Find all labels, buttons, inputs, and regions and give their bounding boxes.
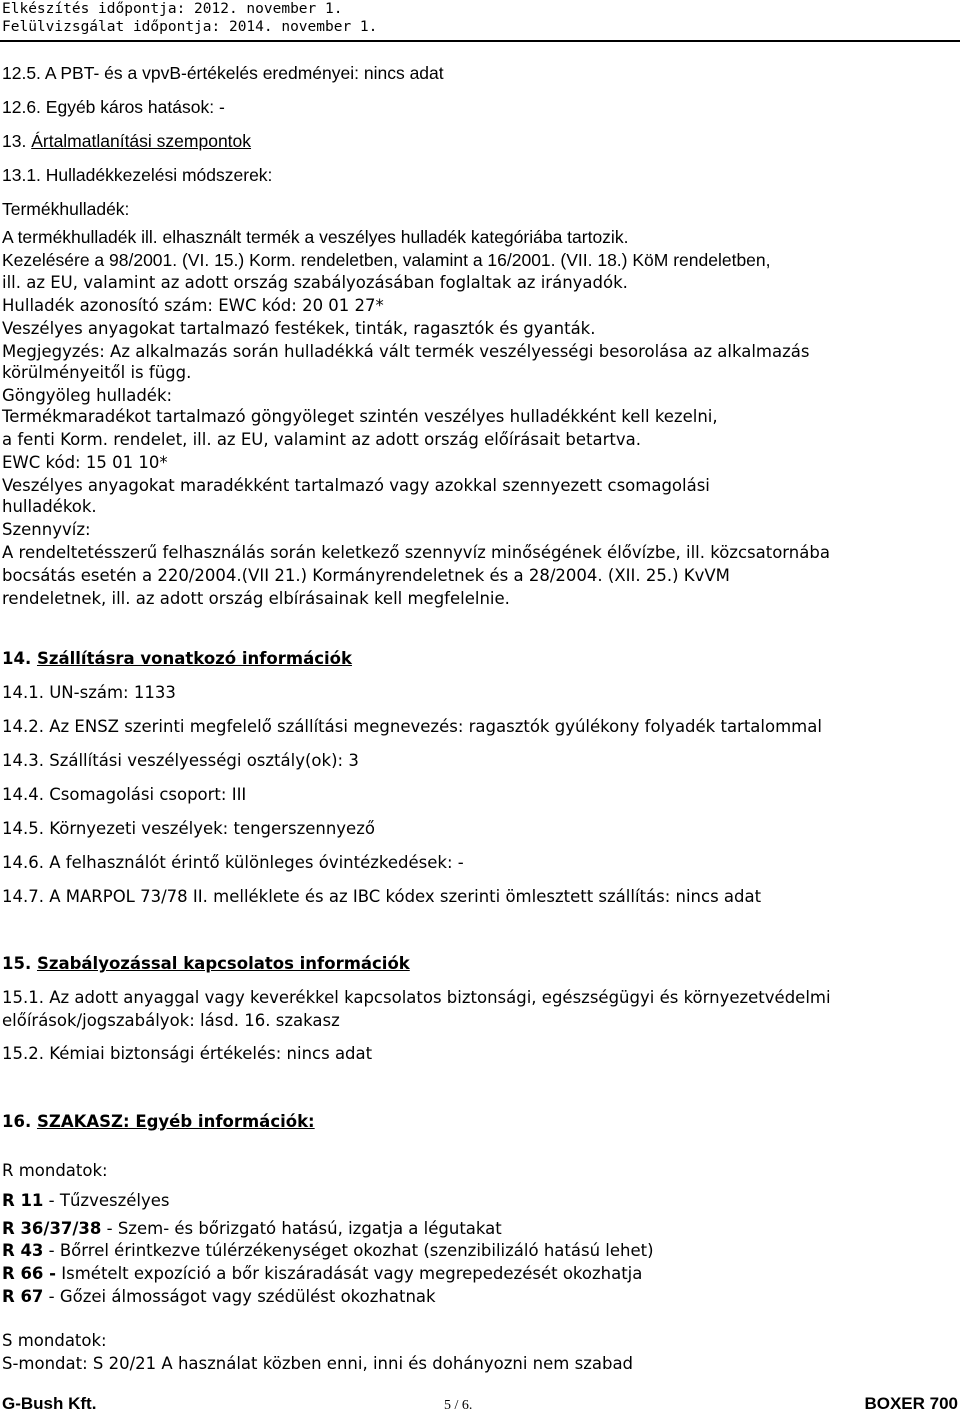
- sec13-text: A termékhulladék ill. elhasznált termék a veszélyes hulladék kategóriába tartozik.: [2, 227, 629, 247]
- sec13-text: Veszélyes anyagokat maradékként tartalmazó vagy azokkal szennyezett csomagolási: [2, 476, 710, 495]
- section-15-title: Szabályozással kapcsolatos információk: [36, 954, 410, 973]
- wastewater-label: Szennyvíz:: [2, 520, 91, 539]
- line-14-5: 14.5. Környezeti veszélyek: tengerszennyező: [2, 819, 375, 838]
- r-phrases-label: R mondatok:: [2, 1161, 108, 1180]
- sec13-text: A rendeltetésszerű felhasználás során keletkező szennyvíz minőségének élővízbe, ill. közcsatornába: [2, 543, 830, 562]
- section-15-heading: [2, 953, 410, 975]
- sec13-text: körülményeitől is függ.: [2, 363, 192, 382]
- r-phrase-code: R 11: [2, 1191, 44, 1210]
- footer-company: G-Bush Kft.: [2, 1394, 97, 1413]
- sec13-text: Kezelésére a 98/2001. (VI. 15.) Korm. rendeletben, valamint a 16/2001. (VII. 18.) KöM rendeletben,: [2, 250, 771, 270]
- sec13-text: Hulladék azonosító szám: EWC kód: 20 01 27*: [2, 296, 384, 315]
- section-16-title: SZAKASZ: Egyéb információk:: [36, 1112, 315, 1131]
- sec13-text: EWC kód: 15 01 10*: [2, 453, 168, 472]
- line-12-6: 12.6. Egyéb káros hatások: -: [2, 97, 225, 117]
- section-16-number: 16.: [2, 1112, 32, 1131]
- line-13-1: 13.1. Hulladékkezelési módszerek:: [2, 165, 273, 185]
- r-phrase-code: R 67: [2, 1287, 44, 1306]
- sec13-text: a fenti Korm. rendelet, ill. az EU, valamint az adott ország előírásait betartva.: [2, 430, 641, 449]
- section-16-heading: [2, 1111, 315, 1133]
- line-14-6: 14.6. A felhasználót érintő különleges óvintézkedések: -: [2, 853, 464, 872]
- sec13-text: ill. az EU, valamint az adott ország szabályozásában foglaltak az irányadók.: [2, 273, 628, 292]
- sec13-text: rendeletnek, ill. az adott ország elbírásainak kell megfelelnie.: [2, 589, 510, 608]
- footer-product: BOXER 700: [864, 1394, 958, 1413]
- section-13-number: 13.: [2, 131, 27, 151]
- sec13-text: hulladékok.: [2, 497, 97, 516]
- s-phrase-text: S-mondat: S 20/21 A használat közben enni, inni és dohányozni nem szabad: [2, 1354, 634, 1373]
- s-phrases-label: S mondatok:: [2, 1331, 107, 1350]
- r-phrase-code: R 43: [2, 1241, 44, 1260]
- sec13-text: Termékmaradékot tartalmazó göngyöleget szintén veszélyes hulladékként kell kezelni,: [2, 407, 718, 426]
- creation-date: Elkészítés időpontja: 2012. november 1.: [2, 1, 343, 17]
- revision-date: Felülvizsgálat időpontja: 2014. november 1.: [2, 19, 378, 35]
- product-waste-label: Termékhulladék:: [2, 199, 130, 219]
- line-14-4: 14.4. Csomagolási csoport: III: [2, 785, 247, 804]
- r-phrase-item: [2, 1240, 654, 1262]
- section-15-number: 15.: [2, 954, 32, 973]
- r-phrase-text: - Szem- és bőrizgató hatású, izgatja a légutakat: [101, 1219, 502, 1238]
- line-12-5: 12.5. A PBT- és a vpvB-értékelés eredményei: nincs adat: [2, 63, 444, 83]
- line-14-7: 14.7. A MARPOL 73/78 II. melléklete és az IBC kódex szerinti ömlesztett szállítás: nincs adat: [2, 887, 762, 906]
- r-phrase-text: Ismételt expozíció a bőr kiszáradását vagy megrepedezését okozhatja: [56, 1264, 643, 1283]
- sec13-text: Veszélyes anyagokat tartalmazó festékek, tinták, ragasztók és gyanták.: [2, 319, 596, 338]
- r-phrase-text: - Gőzei álmosságot vagy szédülést okozhatnak: [43, 1287, 436, 1306]
- line-15-1-cont: előírások/jogszabályok: lásd. 16. szakasz: [2, 1011, 340, 1030]
- section-13-title: Ártalmatlanítási szempontok: [31, 131, 252, 151]
- header-divider: [0, 40, 960, 42]
- footer-page-number: 5 / 6.: [444, 1398, 473, 1413]
- line-14-1: 14.1. UN-szám: 1133: [2, 683, 176, 702]
- r-phrase-code: R 66 -: [2, 1264, 57, 1283]
- r-phrase-item: [2, 1218, 502, 1240]
- sec13-text: bocsátás esetén a 220/2004.(VII 21.) Kormányrendeletnek és a 28/2004. (XII. 25.) KvVM: [2, 566, 730, 585]
- sec13-text: Megjegyzés: Az alkalmazás során hulladékká vált termék veszélyességi besorolása az alkalmazás: [2, 342, 810, 361]
- line-15-1: 15.1. Az adott anyaggal vagy keverékkel kapcsolatos biztonsági, egészségügyi és környezetvédelmi: [2, 988, 831, 1007]
- section-13-heading: [2, 130, 251, 152]
- packaging-waste-label: Göngyöleg hulladék:: [2, 386, 173, 405]
- r-phrase-item: [2, 1190, 169, 1212]
- r-phrase-text: - Tűzveszélyes: [43, 1191, 170, 1210]
- r-phrase-code: R 36/37/38: [2, 1219, 102, 1238]
- r-phrase-item: [2, 1263, 642, 1285]
- section-14-title: Szállításra vonatkozó információk: [36, 649, 352, 668]
- section-14-number: 14.: [2, 649, 32, 668]
- line-14-2: 14.2. Az ENSZ szerinti megfelelő szállítási megnevezés: ragasztók gyúlékony folyadék tartalommal: [2, 717, 822, 736]
- section-14-heading: [2, 648, 352, 670]
- r-phrase-text: - Bőrrel érintkezve túlérzékenységet okozhat (szenzibilizáló hatású lehet): [43, 1241, 654, 1260]
- line-14-3: 14.3. Szállítási veszélyességi osztály(ok): 3: [2, 751, 359, 770]
- line-15-2: 15.2. Kémiai biztonsági értékelés: nincs adat: [2, 1044, 373, 1063]
- r-phrase-item: [2, 1286, 436, 1308]
